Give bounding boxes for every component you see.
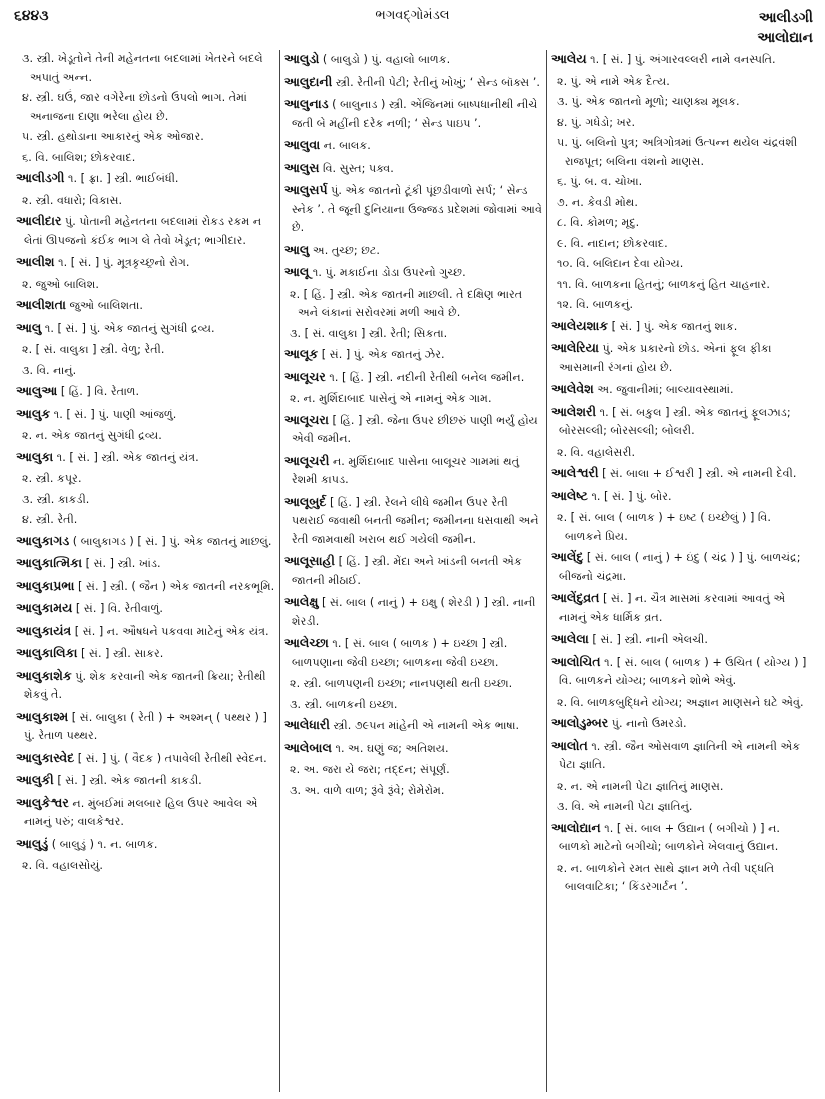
headword: આલુકાપ્રભા <box>16 577 75 593</box>
headword: આલૂસાહી <box>284 553 336 568</box>
sense-line: ૯. વિ. નાદાન; છોકરવાદ. <box>557 236 668 250</box>
sense-line: ૩. સ્ત્રી. ખેડૂતોને તેની મહેનતના બદલામાં ખેતરને બદલે અપાતું અન્ન. <box>22 52 263 84</box>
definition-text: ( બાલુનાડ ) સ્ત્રી. એંજિનમાં બાષ્પધાનીથી નીચે જતી બે મહીંની દરેક નળી; ‘ સેન્ડ પાઇપ ’. <box>292 98 538 130</box>
definition-text: [ સં. ] સ્ત્રી. ખાંડ. <box>82 557 161 570</box>
dictionary-entry <box>284 552 542 590</box>
definition-text: [ સં. ] પું. એક જાતનું ઝેર. <box>318 348 445 361</box>
headword: આલુકાત્મિકા <box>16 555 83 570</box>
definition-text: ૧. [ સં. ] પું. મૂત્રકૃચ્છ્રનો રોગ. <box>54 256 190 269</box>
definition-text: [ હિં. ] સ્ત્રી. મેંદા અને ખાંડની બનતી એક જાતની મીઠાઈ. <box>292 555 522 587</box>
sense-line: ૪. સ્ત્રી. રેતી. <box>22 513 78 526</box>
headword: આલુકાલિકા <box>16 645 78 660</box>
headword: આલેય <box>551 51 587 66</box>
headword: આલુઆ <box>16 383 58 398</box>
sense-line: ૬. વિ. બાલિશ; છોકરવાદ. <box>22 150 136 164</box>
sense-line: ૨. ન. બાળકોને રમત સાથે જ્ઞાન મળે તેવી પદ્ધતિ બાલવાટિકા; ‘ કિંડરગાર્ટન ’. <box>557 861 775 893</box>
headword: આલોચિત <box>551 653 601 669</box>
definition-text: પું. એક જાતનો ટૂંકી પૂંછડીવાળો સર્પ; ‘ સેન્ડ સ્નેક ’. તે જૂની દુનિયાના ઉજ્જડ પ્રદેશમાં જોવામાં આવે છે. <box>292 184 542 234</box>
headword: આલુસર્પ <box>284 182 328 197</box>
sense-line: ૩. [ સં. વાલુકા ] સ્ત્રી. રેતી; સિકતા. <box>290 326 448 340</box>
headword: આલુકાસ્વેદ <box>16 749 75 765</box>
sense-line: ૨. [ સં. બાલ ( બાળક ) + ઇષ્ટ ( ઇચ્છેલું ) ] વિ. બાળકને પ્રિય. <box>557 511 771 543</box>
sense-line: ૨. [ હિં. ] સ્ત્રી. એક જાતની માછલી. તે દક્ષિણ ભારત અને લંકાનાં સરોવરમાં મળી આવે છે. <box>290 287 523 319</box>
definition-text: ન. મુંબઈમાં મલબાર હિલ ઉપર આવેલ એ નામનું પરું; વાલકેશ્વર. <box>24 796 258 828</box>
definition-text: [ સં. ] સ્ત્રી. એક જાતની કાકડી. <box>53 774 202 787</box>
definition-text: [ સં. ] સ્ત્રી. ( જૈન ) એક જાતની નરકભૂમિ. <box>74 579 275 593</box>
dictionary-entry <box>16 319 275 339</box>
dictionary-entry <box>16 577 275 597</box>
sense-line: ૩. પું. એક જાતનો મૂળો; ચાણક્ય મૂલક. <box>557 95 740 108</box>
definition-text: ૧. [ સં. ] પું. બોર. <box>587 489 672 503</box>
headword: આલેંદુવ્રત <box>551 590 600 605</box>
dictionary-entry <box>16 667 275 705</box>
column-middle <box>279 50 546 1092</box>
definition-text: ૧. પું. મકાઈના ડોડા ઉપરનો ગુચ્છ. <box>309 266 466 279</box>
definition-text: ( બાલુકાગડ ) [ સં. ] પું. એક જાતનું માછલું. <box>69 534 272 548</box>
headword: આલુવા <box>284 137 321 152</box>
headword: આલુકાશેક <box>16 667 72 683</box>
sense-line: ૨. વિ. વહાલસોયું. <box>22 859 103 872</box>
dictionary-entry <box>284 73 542 93</box>
column-right <box>546 50 813 1092</box>
dictionary-entry <box>16 253 275 273</box>
guide-word-last: આલોદ્યાન <box>757 30 813 46</box>
headword: આલુકી <box>16 772 54 787</box>
definition-text: પું. શેક કરવાની એક જાતની ક્રિયા; રેતીથી શેકવું તે. <box>24 669 266 701</box>
dictionary-entry <box>16 296 275 316</box>
definition-text: [ હિં. ] સ્ત્રી. રેલને લીધે જમીન ઉપર રેતી પથરાઈ જવાથી બનતી જમીન; જમીનના ધસવાથી અને રેતી જામવાથી ખરાબ થઈ ગયેલી જમીન. <box>292 495 539 546</box>
dictionary-entry <box>16 644 275 664</box>
dictionary-entry <box>551 737 809 775</box>
headword: આલુકા <box>16 448 54 464</box>
dictionary-entry <box>284 263 542 283</box>
headword: આલુકાશ્મ <box>16 708 69 724</box>
guide-word-first: આલીડગી <box>758 10 813 26</box>
definition-text: વિ. સુસ્ત; પક્વ. <box>319 161 394 175</box>
headword: આલેવેશ <box>551 381 594 396</box>
definition-text: પું. પોતાની મહેનતના બદલામાં રોકડ રકમ ન લેતાં ઊપજનો કંઈક ભાગ લે તેવો ખેડૂત; ભાગીદાર. <box>24 215 262 247</box>
headword: આલેધારી <box>284 717 330 732</box>
headword: આલેષ્ટ <box>551 487 588 503</box>
definition-text: [ સં. બાલ ( નાનું ) + ઇક્ષુ ( શેરડી ) ] સ્ત્રી. નાની શેરડી. <box>292 596 536 628</box>
headword: આલૂચર <box>284 368 326 384</box>
sense-line: ૫. પું. બલિનો પુત્ર; અત્રિગોત્રમાં ઉત્પન્ન થયેલ ચંદ્રવંશી રાજપૂત; બલિના વંશનો માણસ. <box>557 136 798 168</box>
headword: આલીશ <box>16 254 55 269</box>
dictionary-entry <box>284 493 542 550</box>
dictionary-entry <box>16 622 275 642</box>
sense-line: ૪. પું. ગધેડો; ખર. <box>557 115 636 129</box>
definition-text: ૧. [ સં. બાલ ( બાળક ) + ઇચ્છા ] સ્ત્રી. બાળપણાના જેવી ઇચ્છા; બાળકના જેવી ઇચ્છા. <box>292 637 508 669</box>
dictionary-entry <box>16 212 275 250</box>
headword: આલુ <box>284 241 310 257</box>
page-number: ૬૪૪૩ <box>14 8 49 24</box>
dictionary-entry <box>16 599 275 619</box>
headword: આલોદ્યાન <box>551 819 601 835</box>
definition-text: ૧. અ. ઘણું જ; અતિશય. <box>331 741 449 755</box>
sense-line: ૩. વિ. નાનું. <box>22 363 77 377</box>
definition-text: [ સં. ] પું. ( વૈદક ) તપાવેલી રેતીથી સ્વેદન. <box>74 751 267 765</box>
dictionary-entry <box>284 345 542 365</box>
headword: આલોડુમ્બર <box>551 715 609 730</box>
headword: આલોત <box>551 737 588 753</box>
definition-text: અ. જુવાનીમાં; બાલ્યાવસ્થામાં. <box>593 383 734 396</box>
definition-text: ૧. [ સં. બાલ ( બાળક ) + ઉચિત ( યોગ્ય ) ] વિ. બાળકને યોગ્ય; બાળકને શોભે એવું. <box>559 655 807 687</box>
headword: આલીડગી <box>16 170 65 185</box>
headword: આલેલા <box>551 631 589 646</box>
sense-line: ૨. સ્ત્રી. વધારો; વિકાસ. <box>22 193 123 207</box>
sense-line: ૨. ન. એક જાતનું સુગંધી દ્રવ્ય. <box>22 429 162 442</box>
sense-line: ૭. ન. કેવડી મોથ. <box>557 195 638 209</box>
definition-text: [ સં. ] ન. ચૈત્ર માસમાં કરવામાં આવતું એ નામનું એક ધાર્મિક વ્રત. <box>559 592 786 624</box>
dictionary-entry <box>551 464 809 484</box>
dictionary-columns <box>12 50 815 1092</box>
dictionary-entry <box>284 716 542 736</box>
headword: આલુ <box>16 319 42 335</box>
dictionary-entry <box>551 380 809 400</box>
sense-line: ૨. વિ. બાળકબુદ્ધિને યોગ્ય; અજ્ઞાન માણસને ઘટે એવું. <box>557 695 804 709</box>
definition-text: ન. બાલક. <box>320 139 371 152</box>
definition-text: [ સં. ] સ્ત્રી. નાની એલચી. <box>588 633 708 646</box>
dictionary-entry <box>284 95 542 133</box>
running-title: ભગવદ્ગોમંડલ <box>375 8 450 23</box>
sense-line: ૧૦. વિ. બલિદાન દેવા યોગ્ય. <box>557 257 684 270</box>
definition-text: [ સં. બાલુકા ( રેતી ) + અશ્મન્ ( પથ્થર ) ] પું. રેતાળ પથ્થર. <box>24 710 267 742</box>
headword: આલેયશાક <box>551 317 609 333</box>
headword: આલૂચરા <box>284 411 329 427</box>
dictionary-entry <box>16 554 275 574</box>
dictionary-entry <box>551 403 809 441</box>
dictionary-entry <box>284 136 542 156</box>
dictionary-entry <box>551 714 809 734</box>
headword: આલેક્ષુ <box>284 594 319 609</box>
dictionary-entry <box>551 487 809 507</box>
headword: આલૂક <box>284 346 319 361</box>
sense-line: ૨. જુઓ બાલિશ. <box>22 277 99 291</box>
dictionary-entry <box>284 739 542 759</box>
definition-text: ( બાલુડો ) પું. વહાલો બાળક. <box>319 53 451 66</box>
dictionary-entry <box>16 771 275 791</box>
headword: આલૂબુર્દ <box>284 493 327 509</box>
guide-words <box>757 8 813 48</box>
dictionary-entry <box>16 532 275 552</box>
headword: આલેશ્વરી <box>551 465 599 480</box>
sense-line: ૨. ન. મુર્શિદાબાદ પાસેનું એ નામનું એક ગામ. <box>290 392 492 405</box>
sense-line: ૪. સ્ત્રી. ઘઉં, જાર વગેરેના છોડનો ઉપલો ભાગ. તેમાં અનાજના દાણા ભરેલા હોય છે. <box>22 91 247 123</box>
dictionary-entry <box>284 593 542 631</box>
headword: આલુડું <box>16 835 49 851</box>
dictionary-entry <box>551 317 809 337</box>
headword: આલેરિયા <box>551 340 599 355</box>
dictionary-entry <box>284 634 542 672</box>
sense-line: ૨. વિ. વહાલેસરી. <box>557 445 636 459</box>
dictionary-entry <box>16 405 275 425</box>
dictionary-entry <box>551 50 809 70</box>
headword: આલીશતા <box>16 297 66 312</box>
headword: આલુકેશ્વર <box>16 794 69 810</box>
dictionary-entry <box>551 819 809 857</box>
definition-text: ૧. સ્ત્રી. જૈન ઓસવાળ જ્ઞાતિની એ નામની એક પેટા જ્ઞાતિ. <box>559 739 801 771</box>
definition-text: ૧. [ સં. બાલ + ઉદ્યાન ( બગીચો ) ] ન. બાળકો માટેનો બગીચો; બાળકોને ખેલવાનું ઉદ્યાન. <box>559 821 780 853</box>
definition-text: ૧. [ સં. ] પું. અંગારવલ્લરી નામે વનસ્પતિ. <box>586 53 776 66</box>
definition-text: જુઓ બાલિશતા. <box>65 299 143 312</box>
sense-line: ૩. વિ. એ નામની પેટા જ્ઞાતિનું. <box>557 800 693 813</box>
sense-line: ૨. અ. જરા યે જરા; તદ્દન; સંપૂર્ણ. <box>290 763 450 776</box>
definition-text: ૧. [ સં. ] સ્ત્રી. એક જાતનું યંત્ર. <box>53 450 199 464</box>
sense-line: ૩. સ્ત્રી. કાકડી. <box>22 492 90 506</box>
headword: આલેંદુ <box>551 549 584 564</box>
dictionary-entry <box>284 50 542 70</box>
dictionary-entry <box>284 241 542 261</box>
definition-text: અ. તુચ્છ; છટ. <box>309 243 380 257</box>
definition-text: ૧. [ ફ્રા. ] સ્ત્રી. ભાઈબંધી. <box>64 172 179 185</box>
sense-line: ૨. ન. એ નામની પેટા જ્ઞાતિનું માણસ. <box>557 779 724 793</box>
headword: આલુકામય <box>16 600 73 615</box>
dictionary-entry <box>284 181 542 238</box>
sense-line: ૫. સ્ત્રી. હથોડાના આકારનું એક ઓજાર. <box>22 130 204 143</box>
headword: આલુડો <box>284 51 320 66</box>
sense-line: ૬. પું. બ. વ. ચોખા. <box>557 175 643 188</box>
dictionary-entry <box>551 548 809 586</box>
definition-text: [ સં. ] પું. એક જાતનું શાક. <box>608 319 738 333</box>
definition-text: ૧. [ સં. ] પું. એક જાતનું સુગંધી દ્રવ્ય. <box>41 321 215 335</box>
sense-line: ૮. વિ. કોમળ; મૃદુ. <box>557 216 640 229</box>
definition-text: ( બાલુડું ) ૧. ન. બાળક. <box>48 837 158 851</box>
definition-text: [ હિં. ] સ્ત્રી. જેના ઉપર છીછરું પાણી ભર્યું હોય એવી જમીન. <box>292 413 538 445</box>
definition-text: ૧. [ સં. ] પું. પાણી આંજળું. <box>50 407 177 421</box>
definition-text: ૧. [ સં. બકુલ ] સ્ત્રી. એક જાતનું ફૂલઝાડ; બોરસલ્લી; બોરસલ્લી; બોલરી. <box>559 405 791 437</box>
headword: આલેચ્છા <box>284 635 329 650</box>
dictionary-entry <box>284 452 542 490</box>
headword: આલુનાડ <box>284 96 329 111</box>
sense-line: ૨. સ્ત્રી. બાળપણની ઇચ્છા; નાનપણથી થતી ઇચ્છા. <box>290 677 513 690</box>
sense-line: ૧૨. વિ. બાળકનું. <box>557 298 634 311</box>
headword: આલુસ <box>284 159 320 175</box>
dictionary-entry <box>551 630 809 650</box>
headword: આલેબાલ <box>284 739 332 755</box>
dictionary-entry <box>16 794 275 832</box>
sense-line: ૩. સ્ત્રી. બાળકની ઇચ્છા. <box>290 697 398 711</box>
headword: આલુકાગડ <box>16 532 70 548</box>
dictionary-entry <box>16 835 275 855</box>
page-header <box>0 0 825 52</box>
headword: આલુક <box>16 405 51 421</box>
definition-text: [ સં. ] ન. ઔષધને પકવવા માટેનું એક યંત્ર. <box>71 624 269 638</box>
sense-line: ૩. અ. વાળે વાળ; રૂંવે રૂંવે; રોમેરોમ. <box>290 783 445 797</box>
definition-text: [ હિં. ] વિ. રેતાળ. <box>57 385 140 398</box>
headword: આલૂ <box>284 264 310 279</box>
definition-text: [ સં. બાલ ( નાનું ) + ઇંદુ ( ચંદ્ર ) ] પું. બાળચંદ્ર; બીજનો ચંદ્રમા. <box>559 551 801 583</box>
definition-text: પું. એક પ્રકારનો છોડ. એનાં ફૂલ ફીકા આસમાની રંગનાં હોય છે. <box>559 342 772 374</box>
definition-text: [ સં. ] સ્ત્રી. સાકર. <box>77 647 164 660</box>
dictionary-entry <box>16 448 275 468</box>
definition-text: સ્ત્રી. ૭૯૫ન માંહેની એ નામની એક ભાષા. <box>329 719 520 732</box>
definition-text: પું. નાનો ઉમરડો. <box>608 717 687 730</box>
headword: આલેશરી <box>551 403 597 419</box>
sense-line: ૨. સ્ત્રી. કપૂર. <box>22 472 82 485</box>
definition-text: સ્ત્રી. રેતીની પેટી; રેતીનું ખોખું; ‘ સેન્ડ બૉક્સ ’. <box>332 75 540 89</box>
headword: આલીદાર <box>16 213 62 228</box>
dictionary-entry <box>16 169 275 189</box>
sense-line: ૨. [ સં. વાલુકા ] સ્ત્રી. વેળુ; રેતી. <box>22 343 165 356</box>
definition-text: ૧. [ હિં. ] સ્ત્રી. નદીની રેતીથી બનેલ જમીન. <box>325 370 525 384</box>
dictionary-entry <box>16 708 275 746</box>
dictionary-entry <box>284 411 542 449</box>
definition-text: ન. મુર્શિદાબાદ પાસેના બાલૂચર ગામમાં થતું રેશમી કાપડ. <box>292 454 520 486</box>
definition-text: [ સં. ] વિ. રેતીવાળું. <box>72 602 163 615</box>
definition-text: [ સં. બાલા + ઈશ્વરી ] સ્ત્રી. એ નામની દેવી. <box>598 467 797 480</box>
dictionary-entry <box>284 159 542 179</box>
headword: આલૂચરી <box>284 452 330 468</box>
dictionary-entry <box>551 653 809 691</box>
headword: આલુકાયંત્ર <box>16 622 72 638</box>
headword: આલુદાની <box>284 73 333 89</box>
dictionary-entry <box>16 749 275 769</box>
dictionary-entry <box>551 339 809 377</box>
dictionary-entry <box>16 382 275 402</box>
column-left <box>12 50 279 1092</box>
dictionary-entry <box>284 368 542 388</box>
dictionary-entry <box>551 589 809 627</box>
sense-line: ૧૧. વિ. બાળકના હિતનું; બાળકનું હિત ચાહનાર. <box>557 277 770 291</box>
sense-line: ૨. પું. એ નામે એક દૈત્ય. <box>557 74 670 88</box>
